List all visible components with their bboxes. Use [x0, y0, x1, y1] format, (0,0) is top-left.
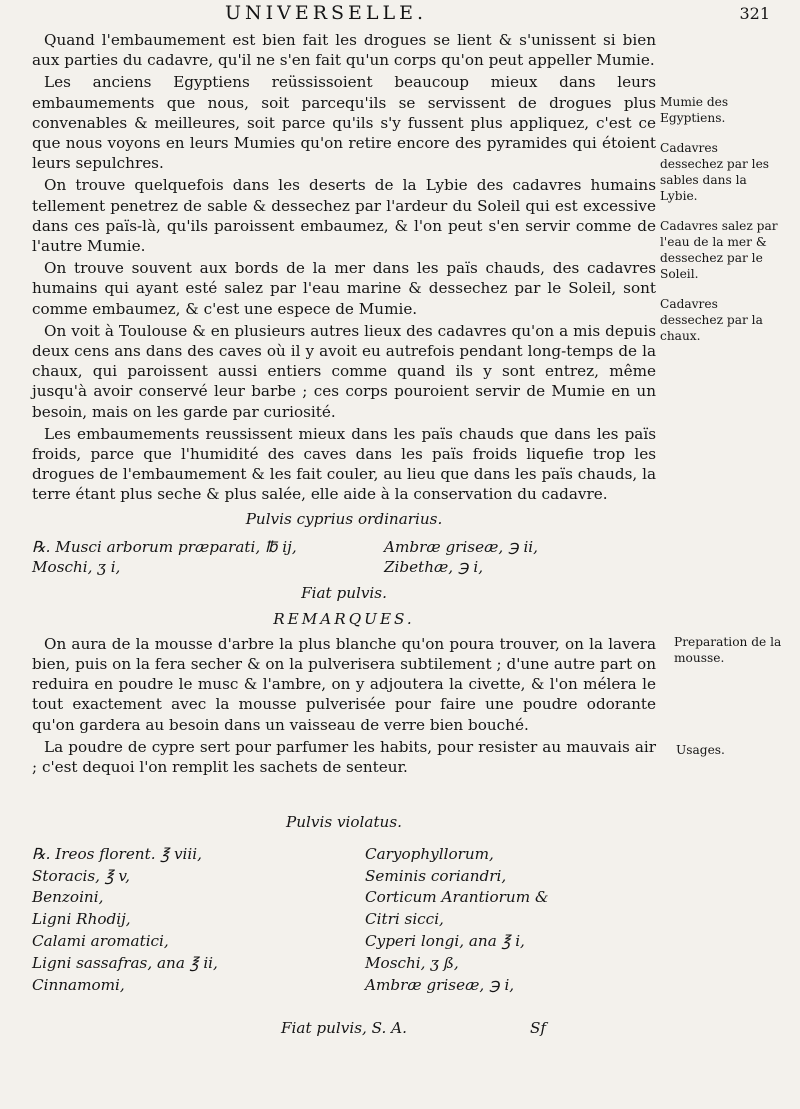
ingredients-right-column — [323, 844, 656, 997]
ingredient: Corticum Arantiorum & — [365, 888, 549, 907]
paragraph: La poudre de cypre sert pour parfumer les habits, pour resister au mauvais air ; c'est dequoi l'on remplit les sachets de senteur. — [32, 737, 656, 776]
ingredient: ℞. Musci arborum præparati, ℔ ij, — [32, 537, 297, 556]
recipe-fiat-violatus — [32, 1018, 656, 1040]
remarques-heading: REMARQUES. — [273, 610, 415, 629]
ingredient: Seminis coriandri, — [365, 866, 507, 885]
running-header: UNIVERSELLE. — [225, 2, 428, 24]
recipe-title-violatus: Pulvis violatus. — [286, 813, 402, 831]
recipe-fiat-cyprius: Fiat pulvis. — [301, 584, 387, 603]
paragraph: Les embaumements reussissent mieux dans les païs chauds que dans les païs froids, parce que l'humidité des caves dans les païs froids liquefie trop les drogues de l'embaumement & les fait couler, au lieu que dans les païs chauds, la terre étant plus seche & plus salée, elle aide à la conservation du cadavre. — [32, 424, 656, 504]
ingredient: Ligni sassafras, ana ℥ ii, — [32, 953, 218, 972]
ingredient: Zibethæ, ℈ i, — [384, 558, 484, 577]
ingredient: Ambræ griseæ, ℈ i, — [365, 975, 515, 994]
ingredient: ℞. Ireos florent. ℥ viii, — [32, 844, 202, 863]
margin-note-preparation: Preparation de la mousse. — [674, 635, 782, 665]
ingredient: Ambræ griseæ, ℈ ii, — [384, 537, 538, 556]
fiat-text: Fiat pulvis, S. A. — [281, 1019, 407, 1038]
recipe-title-cyprius: Pulvis cyprius ordinarius. — [245, 509, 443, 528]
ingredient: Moschi, ʒ i, — [32, 558, 121, 577]
ingredient: Benzoini, — [32, 888, 104, 907]
paragraph: On aura de la mousse d'arbre la plus blanche qu'on poura trouver, on la lavera bien, puis on la fera secher & on la pulverisera subtilement ; d'une autre part on reduira en poudre le musc & l'ambre, on y adjoutera la civette, & l'on mélera le tout exactement avec la mousse pulverisée pour faire une poudre odorante qu'on gardera au besoin dans un vaisseau de verre bien bouché. — [32, 634, 656, 734]
paragraph: On trouve souvent aux bords de la mer dans les païs chauds, des cadavres humains qui ayant esté salez par l'eau marine & dessechez par le Soleil, sont comme embaumez, & c'est une espece de Mumie. — [32, 259, 656, 318]
ingredient: Ligni Rhodij, — [32, 910, 131, 929]
margin-notes — [660, 94, 782, 757]
margin-note: Cadavres dessechez par les sables dans la Lybie. — [660, 141, 770, 203]
ingredient: Cyperi longi, ana ℥ i, — [365, 931, 525, 950]
main-text-block — [32, 30, 656, 779]
recipe-ingredients-violatus — [32, 844, 656, 997]
margin-note: Mumie des Egyptiens. — [660, 95, 729, 125]
margin-note: Cadavres salez par l'eau de la mer & dessechez par le Soleil. — [660, 219, 778, 281]
margin-note: Cadavres dessechez par la chaux. — [660, 297, 763, 343]
ingredient: Citri sicci, — [365, 910, 444, 929]
paragraph: On trouve quelquefois dans les deserts de la Lybie des cadavres humains tellement penetrez de sable & dessechez par l'ardeur du Soleil qui est excessive dans ces païs-là, qu'ils paroissent embaumez, & l'on peut s'en servir comme de l'autre Mumie. — [32, 176, 656, 256]
margin-note-usages: Usages. — [676, 743, 725, 757]
ingredients-left-column — [32, 844, 323, 997]
ingredient: Cinnamomi, — [32, 975, 125, 994]
paragraph: On voit à Toulouse & en plusieurs autres lieux des cadavres qu'on a mis depuis deux cens ans dans des caves où il y avoit eu autrefois pendant long-temps de la chaux, qui paroissent aussi entiers comme quand ils y sont entrez, même jusqu'à avoir conservé leur barbe ; ces corps pouroient servir de Mumie en un besoin, mais on les garde par curiosité. — [32, 321, 656, 421]
ingredient: Caryophyllorum, — [365, 844, 494, 863]
page-number: 321 — [739, 4, 770, 23]
ingredient: Storacis, ℥ v, — [32, 866, 130, 885]
paragraph: Les anciens Egyptiens reüssissoient beaucoup mieux dans leurs embaumements que nous, soit parcequ'ils se servissent de drogues plus convenables & meilleures, soit parce qu'ils s'y fussent plus appliquez, c'est ce que nous voyons en leurs Mumies qu'on retire encore des pyramides qui étoient leurs sepulchres. — [32, 73, 656, 173]
signature-mark: Sf — [529, 1019, 546, 1038]
recipe-violatus — [32, 808, 656, 1040]
recipe-ingredients-cyprius — [32, 537, 656, 577]
ingredient: Calami aromatici, — [32, 931, 169, 950]
paragraph: Quand l'embaumement est bien fait les drogues se lient & s'unissent si bien aux parties du cadavre, qu'il ne s'en fait qu'un corps qu'on peut appeller Mumie. — [32, 31, 656, 70]
ingredient: Moschi, ʒ ß, — [365, 953, 459, 972]
